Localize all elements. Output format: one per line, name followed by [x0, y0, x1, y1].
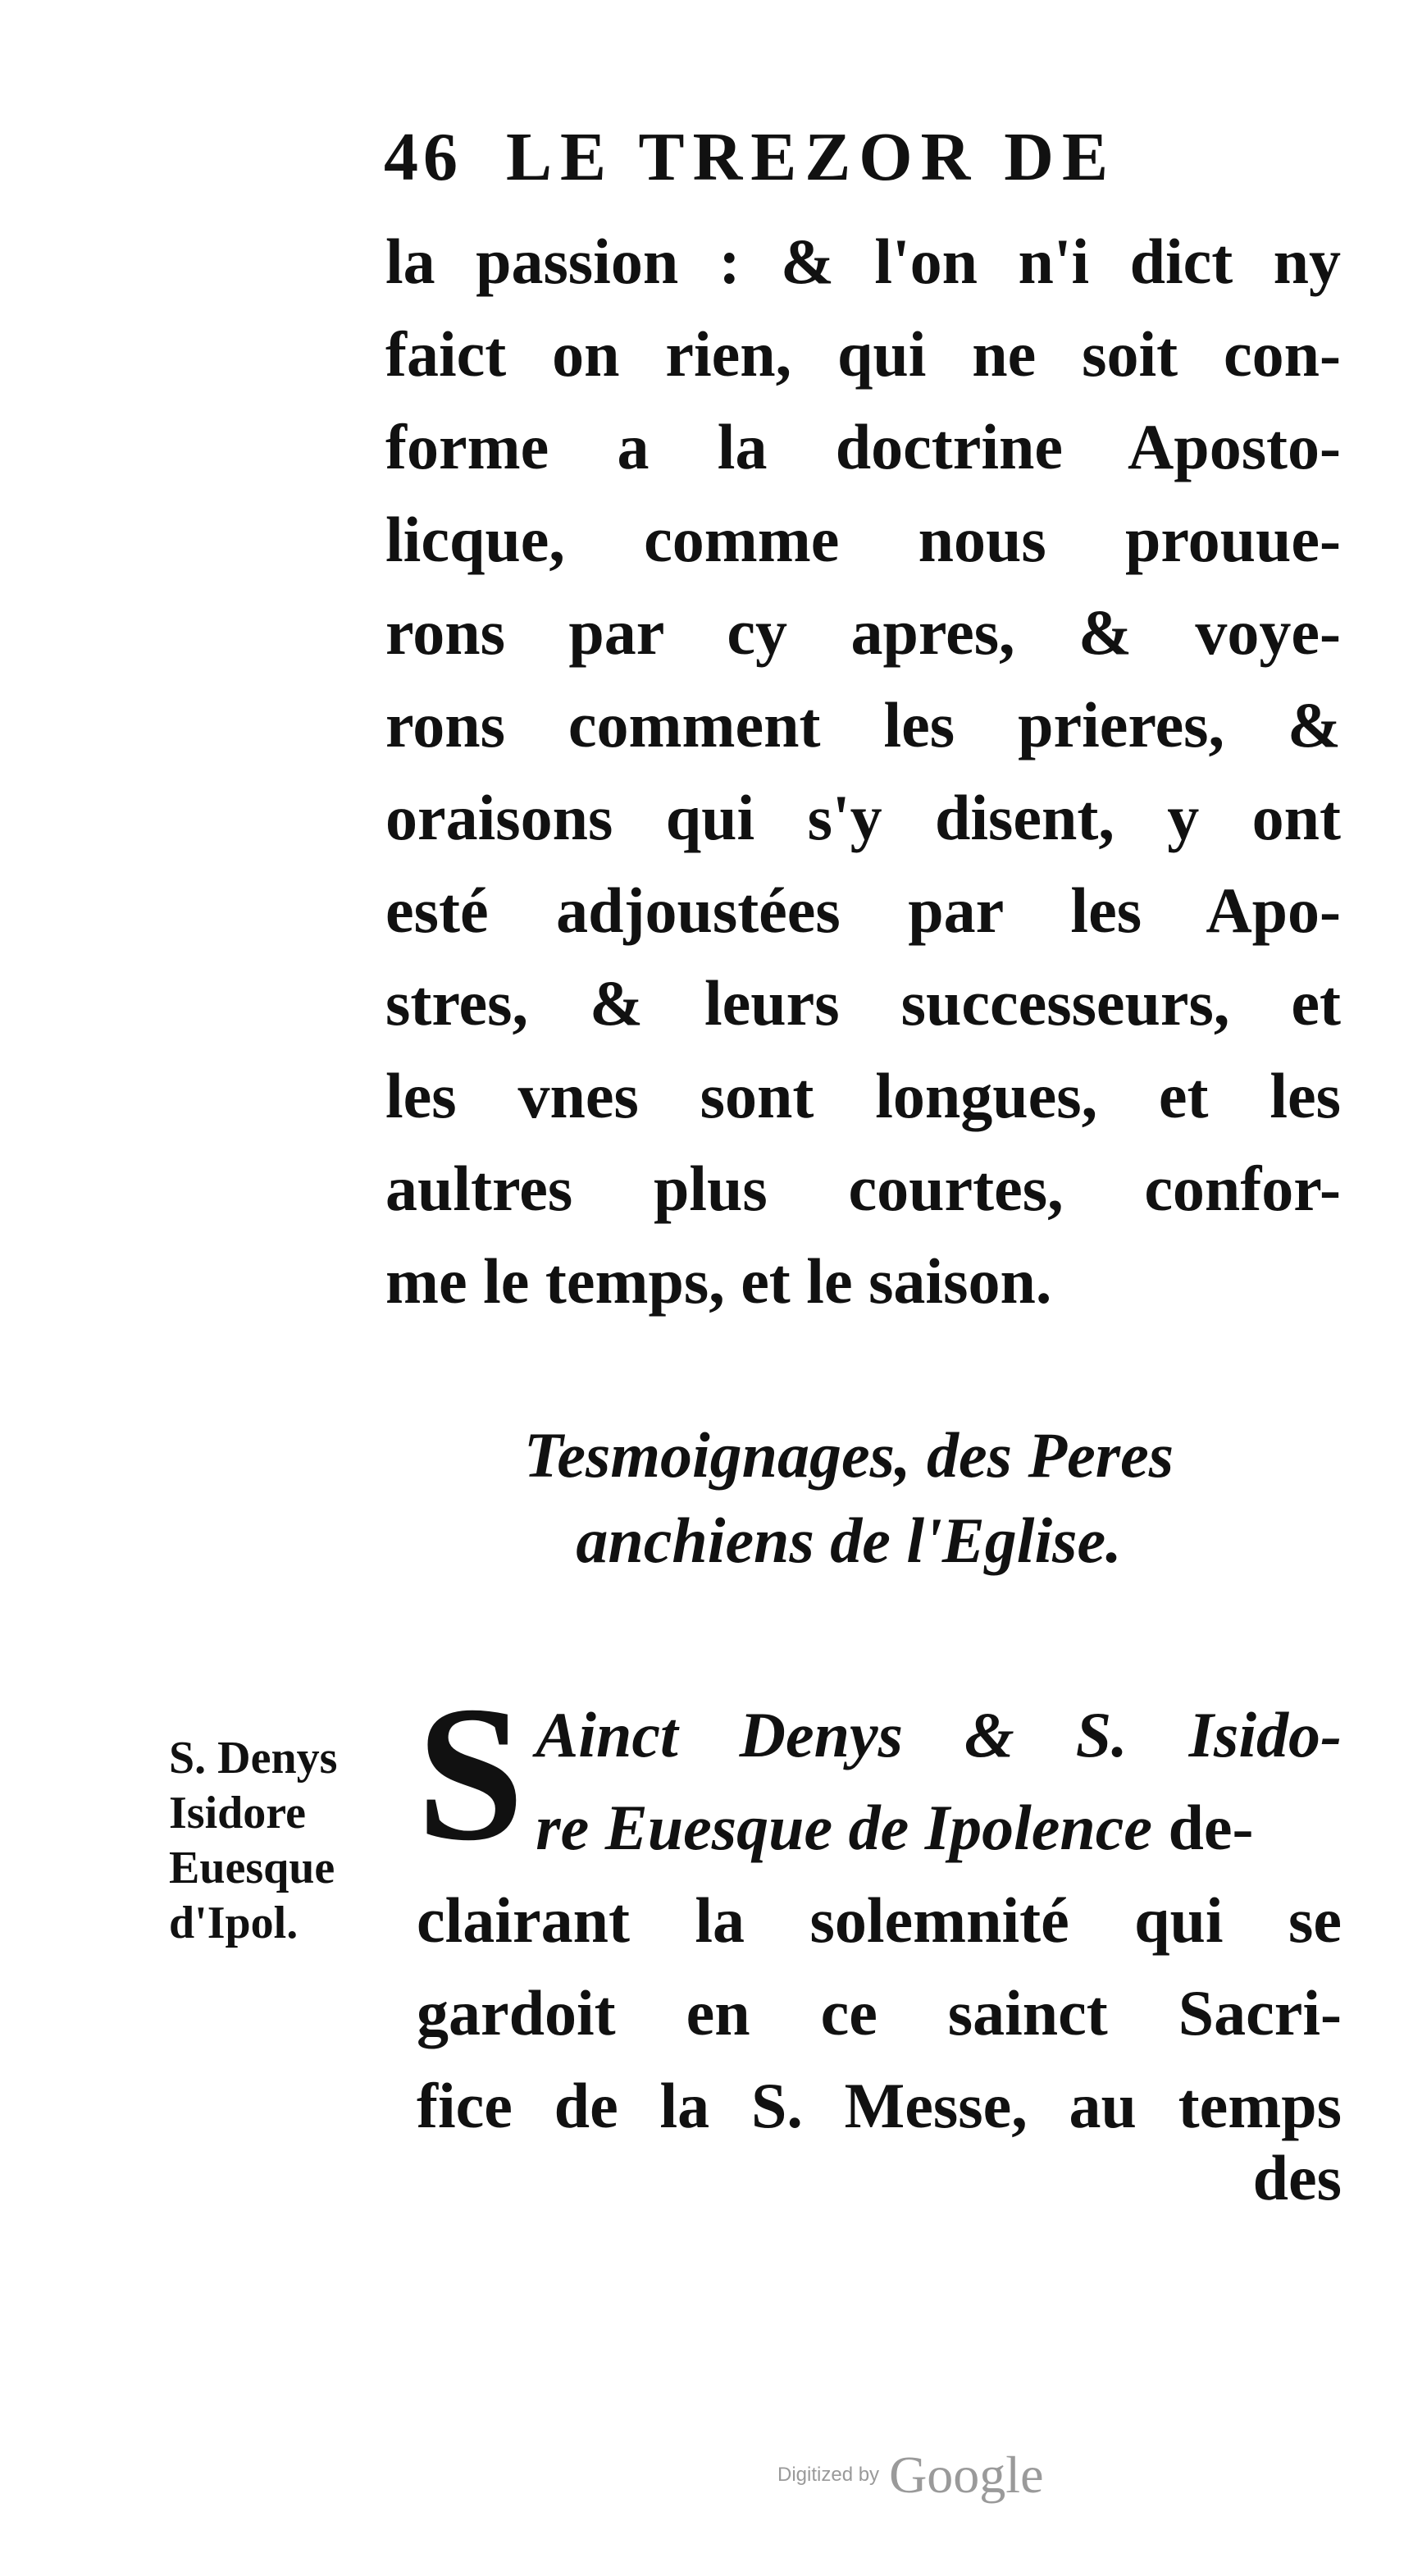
section-heading-line: anchiens de l'Eglise.	[576, 1505, 1122, 1576]
paragraph-line: fice de la S. Messe, au temps	[417, 2070, 1342, 2141]
page-number: 46	[384, 119, 463, 195]
marginal-note-line: Euesque	[169, 1843, 335, 1893]
paragraph-line: Ainct Denys & S. Isido-	[536, 1699, 1342, 1770]
running-title: LE TREZOR DE	[506, 119, 1116, 195]
body-line: les vnes sont longues, et les	[385, 1060, 1341, 1131]
catchword: des	[1252, 2142, 1342, 2213]
google-logo: Google	[889, 2446, 1044, 2504]
drop-cap: S	[417, 1667, 525, 1881]
body-line: me le temps, et le saison.	[385, 1245, 1052, 1317]
digitization-watermark	[777, 2445, 1043, 2505]
paragraph-line: clairant la solemnité qui se	[417, 1884, 1342, 1956]
body-line: aultres plus courtes, confor-	[385, 1153, 1341, 1224]
watermark-prefix: Digitized by	[777, 2464, 880, 2486]
section-heading	[426, 1413, 1271, 1583]
marginal-note-line: Isidore	[169, 1788, 306, 1838]
body-line: oraisons qui s'y disent, y ont	[385, 782, 1341, 853]
paragraph	[417, 1667, 1342, 2152]
body-line: forme a la doctrine Aposto-	[385, 411, 1341, 482]
marginal-note-line: S. Denys	[169, 1733, 338, 1784]
body-line: stres, & leurs successeurs, et	[385, 967, 1341, 1039]
paragraph-italic-span: re Euesque de Ipolence	[536, 1792, 1153, 1863]
marginal-note-line: d'Ipol.	[169, 1898, 299, 1948]
paragraph-line	[417, 1781, 1342, 1874]
paragraph-roman-span: de-	[1152, 1792, 1254, 1863]
body-line: la passion : & l'on n'i dict ny	[385, 226, 1341, 297]
body-line: licque, comme nous prouue-	[385, 504, 1341, 575]
section-heading-line: Tesmoignages, des Peres	[523, 1419, 1174, 1491]
body-line: rons comment les prieres, &	[385, 689, 1341, 760]
paragraph-line: gardoit en ce sainct Sacri-	[417, 1977, 1342, 2048]
body-line: faict on rien, qui ne soit con-	[385, 318, 1341, 390]
marginal-note	[169, 1731, 382, 1951]
running-header	[384, 119, 1116, 195]
body-text	[385, 215, 1341, 1327]
body-line: esté adjoustées par les Apo-	[385, 875, 1341, 946]
body-line: rons par cy apres, & voye-	[385, 596, 1341, 668]
